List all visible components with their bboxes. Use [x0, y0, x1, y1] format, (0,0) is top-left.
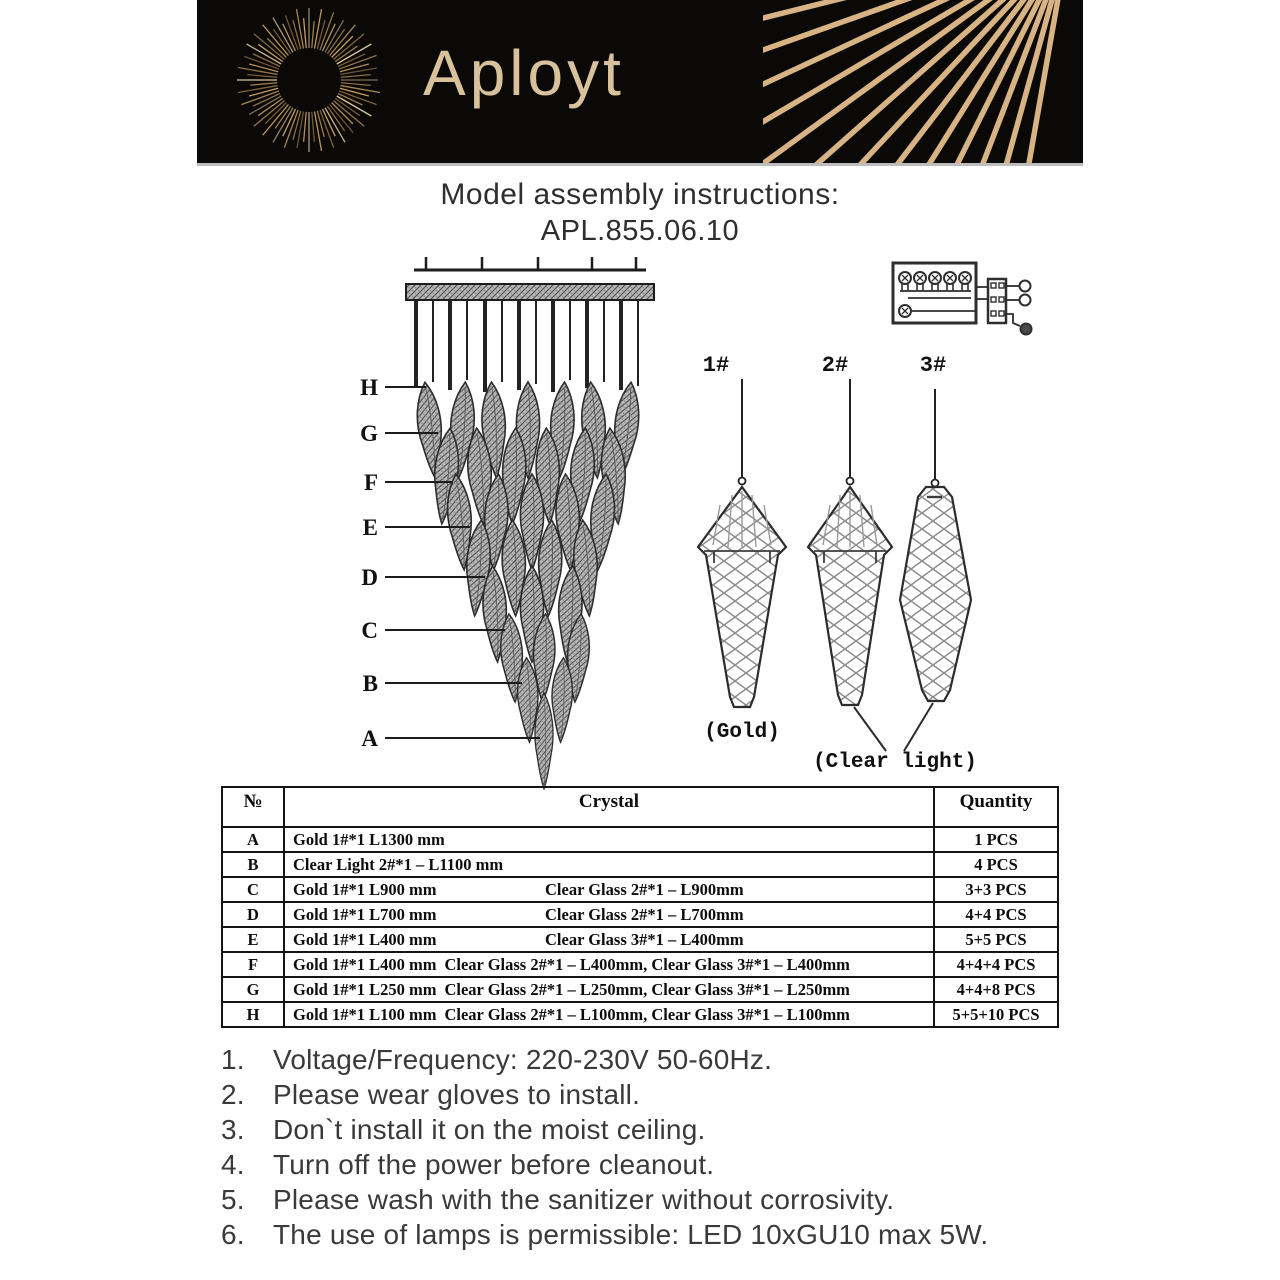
row-crystal	[284, 927, 934, 952]
instruction-number: 4.	[221, 1149, 245, 1180]
col-header-quantity: Quantity	[934, 787, 1058, 827]
instruction-list	[221, 1042, 1121, 1252]
crystal-spec: Clear Glass 2#*1 – L900mm	[545, 879, 744, 899]
crystal-spec: Clear Glass 2#*1 – L700mm	[545, 904, 744, 924]
instruction-text: Please wash with the sanitizer without corrosivity.	[273, 1184, 895, 1215]
wiring-diagram	[880, 250, 1050, 345]
table-row	[222, 827, 1058, 852]
brand-banner	[197, 0, 1083, 166]
sunburst-center	[279, 50, 339, 110]
row-crystal	[284, 877, 934, 902]
instruction-item	[221, 1042, 1121, 1077]
tier-label-g: G	[360, 421, 378, 446]
table-row	[222, 877, 1058, 902]
row-letter: E	[222, 927, 284, 952]
row-letter: H	[222, 1002, 284, 1027]
tier-label-e: E	[362, 515, 378, 540]
crystal-spec: Gold 1#*1 L900 mm	[293, 879, 437, 899]
table-header-row	[222, 787, 1058, 827]
row-crystal	[284, 852, 934, 877]
row-crystal	[284, 977, 934, 1002]
tier-label-d: D	[361, 565, 378, 590]
table-row	[222, 1002, 1058, 1027]
instruction-number: 1.	[221, 1044, 245, 1075]
tier-label-h: H	[360, 375, 378, 400]
instruction-item	[221, 1217, 1121, 1252]
ceiling-mount	[406, 257, 654, 300]
row-crystal	[284, 827, 934, 852]
clear-light-caption: (Clear light)	[813, 751, 977, 774]
crystal-spec: Clear Glass 2#*1 – L100mm, Clear Glass 3#*1 – L100mm	[444, 1004, 850, 1024]
instruction-item	[221, 1147, 1121, 1182]
table-row	[222, 852, 1058, 877]
crystal-spec: Gold 1#*1 L400 mm	[293, 954, 437, 974]
crystal-detail-diagram	[680, 345, 990, 775]
instruction-item	[221, 1077, 1121, 1112]
crystal-3-label: 3#	[919, 353, 947, 378]
instruction-text: Please wear gloves to install.	[273, 1079, 641, 1110]
row-quantity: 4 PCS	[934, 852, 1058, 877]
crystal-1-label: 1#	[702, 353, 730, 378]
row-quantity: 5+5 PCS	[934, 927, 1058, 952]
row-quantity: 3+3 PCS	[934, 877, 1058, 902]
hanging-rods	[416, 300, 638, 392]
tier-label-b: B	[362, 671, 378, 696]
table-row	[222, 952, 1058, 977]
row-letter: F	[222, 952, 284, 977]
table-row	[222, 902, 1058, 927]
instruction-number: 6.	[221, 1219, 245, 1250]
row-letter: C	[222, 877, 284, 902]
row-crystal	[284, 952, 934, 977]
chandelier-diagram	[330, 250, 670, 790]
crystal-2-label: 2#	[821, 353, 849, 378]
crystal-1	[698, 379, 786, 707]
row-letter: B	[222, 852, 284, 877]
row-letter: A	[222, 827, 284, 852]
row-quantity: 4+4 PCS	[934, 902, 1058, 927]
row-letter: G	[222, 977, 284, 1002]
crystal-2	[808, 379, 892, 705]
crystal-spec: Clear Glass 2#*1 – L250mm, Clear Glass 3#*1 – L250mm	[444, 979, 850, 999]
instruction-item	[221, 1182, 1121, 1217]
table-row	[222, 927, 1058, 952]
decorative-rays-icon	[763, 0, 1083, 163]
crystal-spec: Gold 1#*1 L400 mm	[293, 929, 437, 949]
crystal-spec: Gold 1#*1 L700 mm	[293, 904, 437, 924]
crystal-parts-table	[221, 786, 1059, 1028]
tier-label-a: A	[361, 726, 378, 751]
row-letter: D	[222, 902, 284, 927]
row-quantity: 5+5+10 PCS	[934, 1002, 1058, 1027]
instruction-number: 2.	[221, 1079, 245, 1110]
title-block	[0, 176, 1280, 249]
sunburst-logo-icon	[223, 0, 395, 166]
crystal-spec: Clear Glass 2#*1 – L400mm, Clear Glass 3#*1 – L400mm	[444, 954, 850, 974]
instruction-item	[221, 1112, 1121, 1147]
instruction-text: The use of lamps is permissible: LED 10xGU10 max 5W.	[273, 1219, 989, 1250]
clear-light-leaders	[854, 703, 933, 751]
crystal-3	[900, 389, 971, 701]
gold-caption: (Gold)	[704, 721, 780, 744]
crystal-spec: Clear Glass 3#*1 – L400mm	[545, 929, 744, 949]
row-quantity: 4+4+8 PCS	[934, 977, 1058, 1002]
col-header-crystal: Crystal	[284, 787, 934, 827]
instruction-number: 5.	[221, 1184, 245, 1215]
model-code: APL.855.06.10	[540, 215, 740, 247]
tier-label-c: C	[361, 618, 378, 643]
brand-name: Aployt	[423, 37, 625, 109]
col-header-no: №	[222, 787, 284, 827]
row-quantity: 1 PCS	[934, 827, 1058, 852]
instruction-text: Voltage/Frequency: 220-230V 50-60Hz.	[273, 1044, 773, 1075]
crystal-spec: Clear Light 2#*1 – L1100 mm	[293, 854, 504, 874]
row-crystal	[284, 1002, 934, 1027]
instruction-number: 3.	[221, 1114, 245, 1145]
crystal-spec: Gold 1#*1 L100 mm	[293, 1004, 437, 1024]
page-title: Model assembly instructions:	[440, 178, 840, 211]
crystal-cascade	[413, 381, 642, 789]
crystal-spec: Gold 1#*1 L1300 mm	[293, 829, 445, 849]
table-row	[222, 977, 1058, 1002]
tier-label-f: F	[363, 470, 378, 495]
crystal-spec: Gold 1#*1 L250 mm	[293, 979, 437, 999]
row-quantity: 4+4+4 PCS	[934, 952, 1058, 977]
instruction-text: Turn off the power before cleanout.	[273, 1149, 715, 1180]
row-crystal	[284, 902, 934, 927]
instruction-text: Don`t install it on the moist ceiling.	[273, 1114, 706, 1145]
